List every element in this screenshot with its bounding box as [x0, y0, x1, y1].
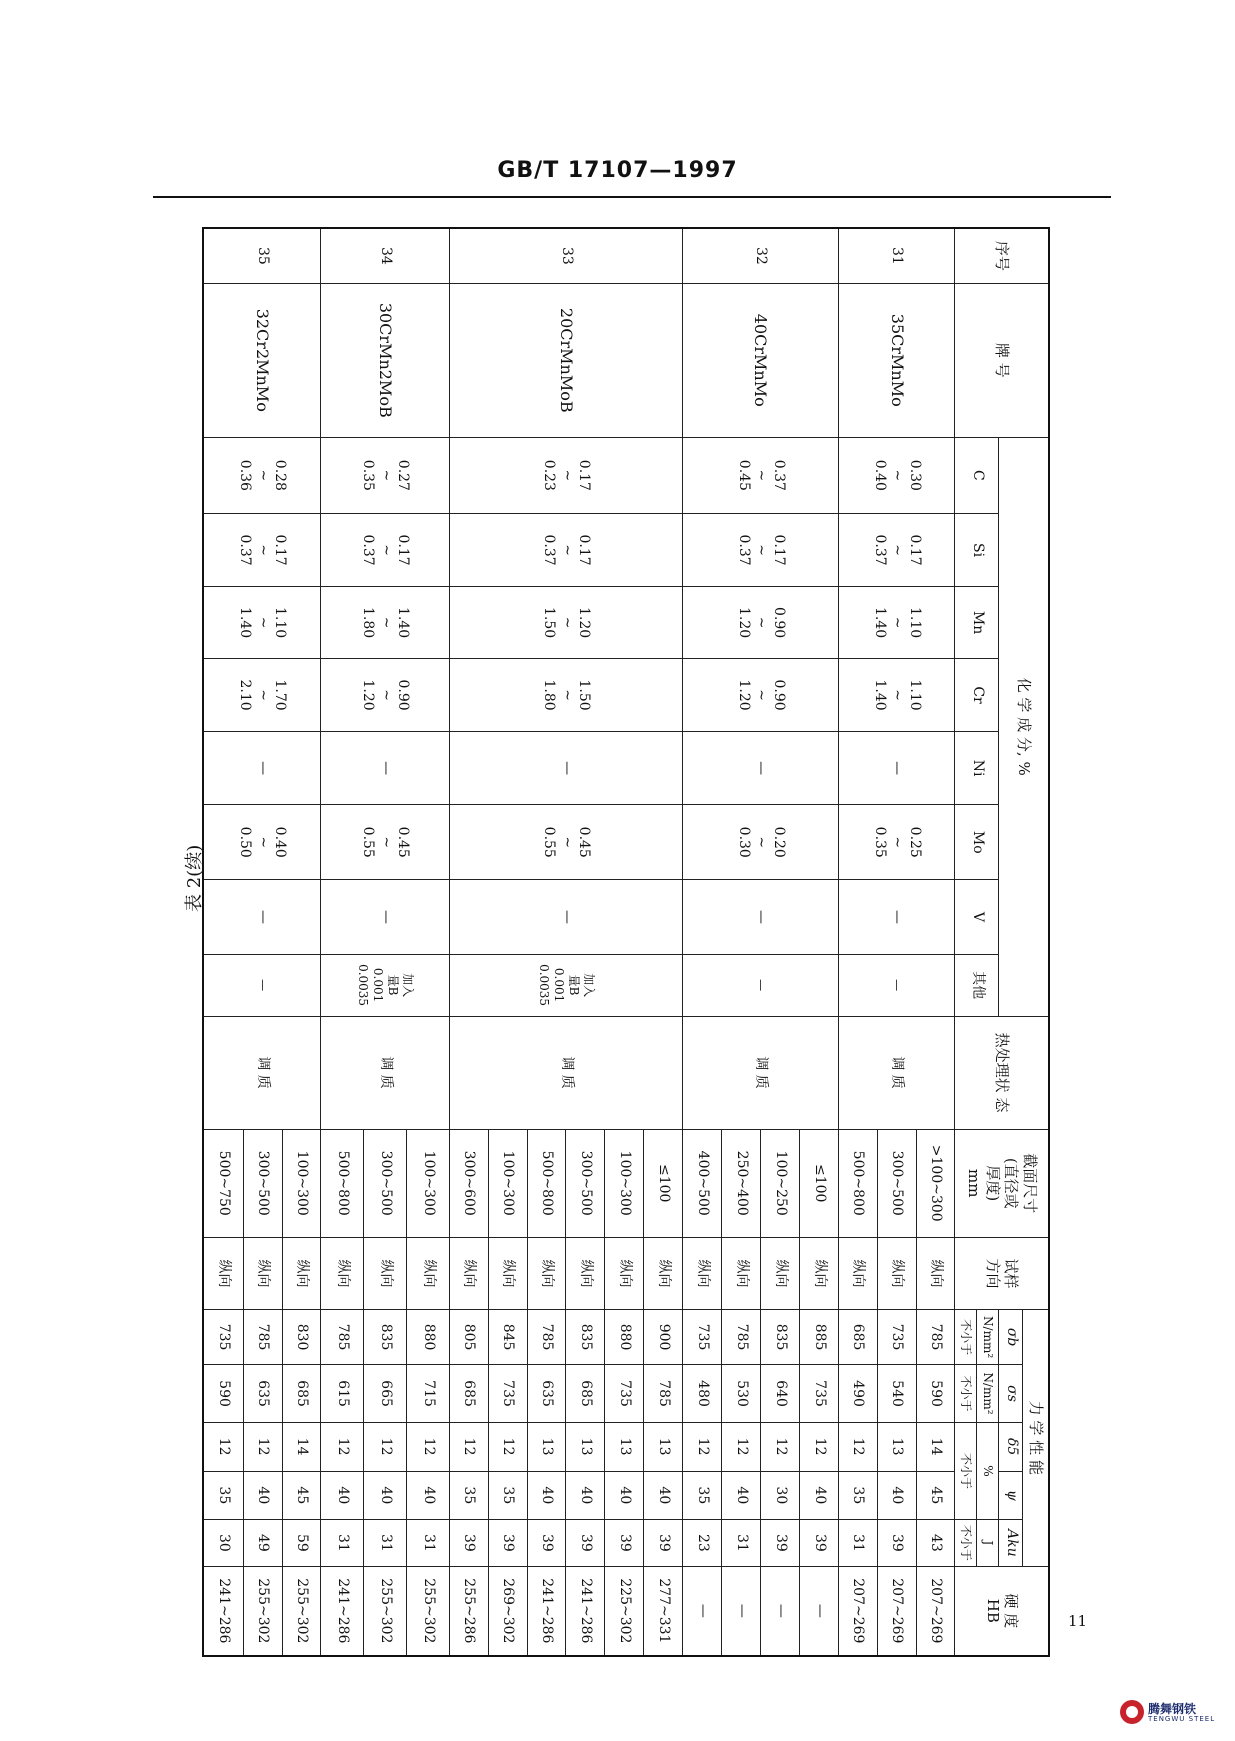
cell-hardness: 255~302	[364, 1566, 407, 1656]
cell-seq: 35	[203, 228, 321, 283]
cell-section-size: 300~600	[449, 1129, 488, 1237]
min-elongation-reduction: 不小于	[955, 1422, 977, 1519]
cell-delta5: 12	[683, 1422, 722, 1471]
cell-direction: 纵向	[722, 1237, 761, 1309]
cell-sigma-s: 665	[364, 1365, 407, 1423]
cell-aku: 39	[449, 1520, 488, 1567]
cell-sigma-s: 785	[644, 1365, 683, 1423]
col-header-seq: 序号	[955, 228, 1049, 283]
cell-sigma-s: 635	[527, 1365, 566, 1423]
cell-sigma-b: 885	[799, 1309, 838, 1364]
cell-delta5: 12	[243, 1422, 282, 1471]
header-rule	[153, 196, 1111, 198]
cell-hardness: —	[760, 1566, 799, 1656]
cell-section-size: 100~300	[282, 1129, 321, 1237]
cell-other: 加入 量B 0.001 0.0035	[449, 954, 682, 1016]
unit-sigma-b: N/mm²	[977, 1309, 999, 1364]
cell-section-size: 500~750	[203, 1129, 243, 1237]
col-header-section-size: 截面尺寸 (直径或 厚度) mm	[955, 1129, 1049, 1237]
table-row	[916, 228, 955, 1656]
cell-sigma-b: 685	[838, 1309, 877, 1364]
cell-section-size: 300~500	[877, 1129, 916, 1237]
cell-sigma-s: 480	[683, 1365, 722, 1423]
cell-delta5: 14	[282, 1422, 321, 1471]
cell-ni: —	[321, 732, 449, 805]
cell-sigma-b: 785	[916, 1309, 955, 1364]
cell-psi: 40	[722, 1471, 761, 1520]
cell-delta5: 12	[722, 1422, 761, 1471]
unit-percent: %	[977, 1422, 999, 1519]
cell-hardness: 241~286	[203, 1566, 243, 1656]
cell-other: —	[683, 954, 839, 1016]
cell-heat-treatment: 调 质	[321, 1016, 449, 1129]
cell-section-size: 300~500	[364, 1129, 407, 1237]
cell-heat-treatment: 调 质	[449, 1016, 682, 1129]
cell-mn: 1.10 ~ 1.40	[838, 587, 955, 659]
cell-c: 0.28 ~ 0.36	[203, 437, 321, 513]
unit-sigma-s: N/mm²	[977, 1365, 999, 1423]
cell-ni: —	[838, 732, 955, 805]
cell-v: —	[683, 880, 839, 954]
cell-sigma-b: 735	[877, 1309, 916, 1364]
cell-aku: 31	[838, 1520, 877, 1567]
cell-si: 0.17 ~ 0.37	[683, 514, 839, 587]
cell-direction: 纵向	[877, 1237, 916, 1309]
cell-mo: 0.25 ~ 0.35	[838, 805, 955, 880]
col-header-v: V	[955, 880, 999, 954]
cell-sigma-b: 835	[760, 1309, 799, 1364]
cell-sigma-b: 835	[566, 1309, 605, 1364]
table-row	[799, 228, 838, 1656]
col-header-other: 其他	[955, 954, 999, 1016]
cell-psi: 30	[760, 1471, 799, 1520]
cell-delta5: 12	[203, 1422, 243, 1471]
cell-psi: 35	[488, 1471, 527, 1520]
cell-hardness: 255~286	[449, 1566, 488, 1656]
cell-v: —	[203, 880, 321, 954]
cell-section-size: 300~500	[243, 1129, 282, 1237]
cell-section-size: 250~400	[722, 1129, 761, 1237]
cell-direction: 纵向	[799, 1237, 838, 1309]
cell-sigma-s: 735	[799, 1365, 838, 1423]
cell-psi: 40	[799, 1471, 838, 1520]
cell-sigma-s: 635	[243, 1365, 282, 1423]
cell-hardness: 225~302	[605, 1566, 644, 1656]
cell-ni: —	[449, 732, 682, 805]
cell-sigma-s: 615	[321, 1365, 364, 1423]
cell-mo: 0.45 ~ 0.55	[321, 805, 449, 880]
cell-direction: 纵向	[406, 1237, 449, 1309]
cell-aku: 43	[916, 1520, 955, 1567]
cell-mn: 1.10 ~ 1.40	[203, 587, 321, 659]
cell-delta5: 13	[527, 1422, 566, 1471]
cell-aku: 39	[760, 1520, 799, 1567]
cell-sigma-b: 845	[488, 1309, 527, 1364]
unit-joule: J	[977, 1520, 999, 1567]
cell-mo: 0.20 ~ 0.30	[683, 805, 839, 880]
cell-cr: 1.70 ~ 2.10	[203, 659, 321, 732]
cell-grade: 30CrMn2MoB	[321, 283, 449, 437]
cell-direction: 纵向	[527, 1237, 566, 1309]
cell-sigma-s: 590	[916, 1365, 955, 1423]
cell-delta5: 13	[605, 1422, 644, 1471]
cell-aku: 39	[488, 1520, 527, 1567]
col-header-mn: Mn	[955, 587, 999, 659]
cell-sigma-b: 880	[406, 1309, 449, 1364]
cell-direction: 纵向	[838, 1237, 877, 1309]
cell-heat-treatment: 调 质	[203, 1016, 321, 1129]
logo-text-cn: 腾舞钢铁	[1148, 1702, 1197, 1716]
cell-cr: 1.10 ~ 1.40	[838, 659, 955, 732]
cell-delta5: 12	[364, 1422, 407, 1471]
cell-sigma-s: 590	[203, 1365, 243, 1423]
cell-sigma-b: 835	[364, 1309, 407, 1364]
cell-direction: 纵向	[644, 1237, 683, 1309]
cell-mn: 1.40 ~ 1.80	[321, 587, 449, 659]
cell-section-size: >100~300	[916, 1129, 955, 1237]
cell-mo: 0.45 ~ 0.55	[449, 805, 682, 880]
cell-direction: 纵向	[683, 1237, 722, 1309]
cell-section-size: 400~500	[683, 1129, 722, 1237]
cell-section-size: 500~800	[321, 1129, 364, 1237]
cell-sigma-b: 830	[282, 1309, 321, 1364]
cell-hardness: 241~286	[566, 1566, 605, 1656]
cell-sigma-s: 640	[760, 1365, 799, 1423]
cell-seq: 31	[838, 228, 955, 283]
cell-si: 0.17 ~ 0.37	[449, 514, 682, 587]
cell-aku: 31	[321, 1520, 364, 1567]
cell-aku: 31	[722, 1520, 761, 1567]
cell-aku: 23	[683, 1520, 722, 1567]
table-caption: 表 2(续)	[184, 844, 205, 912]
cell-si: 0.17 ~ 0.37	[203, 514, 321, 587]
col-header-mechanical: 力 学 性 能	[1023, 1309, 1049, 1566]
cell-direction: 纵向	[321, 1237, 364, 1309]
cell-hardness: 241~286	[527, 1566, 566, 1656]
cell-hardness: 241~286	[321, 1566, 364, 1656]
cell-sigma-s: 685	[282, 1365, 321, 1423]
page-number: 11	[1068, 1612, 1088, 1630]
cell-aku: 31	[364, 1520, 407, 1567]
cell-delta5: 12	[838, 1422, 877, 1471]
rotated-table-container	[202, 227, 1050, 1657]
cell-direction: 纵向	[364, 1237, 407, 1309]
cell-c: 0.17 ~ 0.23	[449, 437, 682, 513]
cell-hardness: 255~302	[406, 1566, 449, 1656]
cell-cr: 1.50 ~ 1.80	[449, 659, 682, 732]
cell-aku: 39	[527, 1520, 566, 1567]
cell-mo: 0.40 ~ 0.50	[203, 805, 321, 880]
logo-mark-icon	[1120, 1700, 1144, 1724]
cell-sigma-s: 540	[877, 1365, 916, 1423]
cell-psi: 40	[364, 1471, 407, 1520]
col-header-si: Si	[955, 514, 999, 587]
cell-hardness: —	[683, 1566, 722, 1656]
cell-ni: —	[683, 732, 839, 805]
cell-section-size: 300~500	[566, 1129, 605, 1237]
col-header-delta5: δ5	[999, 1422, 1023, 1471]
cell-other: —	[838, 954, 955, 1016]
col-header-aku: Aku	[999, 1520, 1023, 1567]
cell-delta5: 14	[916, 1422, 955, 1471]
cell-aku: 39	[566, 1520, 605, 1567]
standard-header: GB/T 17107—1997	[497, 158, 738, 183]
cell-direction: 纵向	[449, 1237, 488, 1309]
cell-sigma-s: 530	[722, 1365, 761, 1423]
cell-delta5: 12	[406, 1422, 449, 1471]
cell-delta5: 13	[644, 1422, 683, 1471]
cell-v: —	[449, 880, 682, 954]
cell-sigma-b: 785	[527, 1309, 566, 1364]
steel-spec-table	[202, 227, 1050, 1657]
cell-sigma-s: 715	[406, 1365, 449, 1423]
cell-aku: 39	[877, 1520, 916, 1567]
col-header-chemical: 化 学 成 分, %	[999, 437, 1049, 1016]
cell-delta5: 12	[321, 1422, 364, 1471]
cell-aku: 31	[406, 1520, 449, 1567]
cell-psi: 45	[916, 1471, 955, 1520]
col-header-specimen-direction: 试样 方向	[955, 1237, 1049, 1309]
cell-c: 0.27 ~ 0.35	[321, 437, 449, 513]
cell-ni: —	[203, 732, 321, 805]
cell-direction: 纵向	[243, 1237, 282, 1309]
cell-hardness: 269~302	[488, 1566, 527, 1656]
cell-direction: 纵向	[916, 1237, 955, 1309]
cell-psi: 35	[203, 1471, 243, 1520]
cell-aku: 39	[799, 1520, 838, 1567]
cell-sigma-b: 785	[243, 1309, 282, 1364]
cell-v: —	[321, 880, 449, 954]
min-sigma-b: 不小于	[955, 1309, 977, 1364]
cell-hardness: 207~269	[838, 1566, 877, 1656]
cell-aku: 30	[203, 1520, 243, 1567]
cell-psi: 40	[243, 1471, 282, 1520]
cell-psi: 35	[838, 1471, 877, 1520]
cell-other: 加入 量B 0.001 0.0035	[321, 954, 449, 1016]
cell-aku: 49	[243, 1520, 282, 1567]
cell-direction: 纵向	[282, 1237, 321, 1309]
cell-hardness: —	[799, 1566, 838, 1656]
cell-seq: 34	[321, 228, 449, 283]
cell-hardness: 207~269	[916, 1566, 955, 1656]
cell-mn: 1.20 ~ 1.50	[449, 587, 682, 659]
cell-psi: 40	[321, 1471, 364, 1520]
cell-grade: 20CrMnMoB	[449, 283, 682, 437]
cell-direction: 纵向	[488, 1237, 527, 1309]
cell-sigma-s: 735	[605, 1365, 644, 1423]
cell-sigma-b: 735	[203, 1309, 243, 1364]
col-header-grade: 牌 号	[955, 283, 1049, 437]
cell-section-size: ≤100	[799, 1129, 838, 1237]
cell-seq: 32	[683, 228, 839, 283]
cell-hardness: 277~331	[644, 1566, 683, 1656]
cell-sigma-b: 785	[722, 1309, 761, 1364]
col-header-cr: Cr	[955, 659, 999, 732]
cell-cr: 0.90 ~ 1.20	[321, 659, 449, 732]
cell-seq: 33	[449, 228, 682, 283]
cell-hardness: —	[722, 1566, 761, 1656]
cell-heat-treatment: 调 质	[683, 1016, 839, 1129]
cell-hardness: 207~269	[877, 1566, 916, 1656]
cell-grade: 32Cr2MnMo	[203, 283, 321, 437]
cell-delta5: 13	[877, 1422, 916, 1471]
cell-psi: 40	[644, 1471, 683, 1520]
cell-si: 0.17 ~ 0.37	[321, 514, 449, 587]
cell-v: —	[838, 880, 955, 954]
cell-other: —	[203, 954, 321, 1016]
cell-sigma-b: 735	[683, 1309, 722, 1364]
col-header-hardness: 硬 度 HB	[955, 1566, 1049, 1656]
cell-psi: 40	[406, 1471, 449, 1520]
cell-c: 0.30 ~ 0.40	[838, 437, 955, 513]
cell-direction: 纵向	[566, 1237, 605, 1309]
cell-delta5: 12	[449, 1422, 488, 1471]
cell-direction: 纵向	[605, 1237, 644, 1309]
cell-direction: 纵向	[203, 1237, 243, 1309]
cell-psi: 35	[449, 1471, 488, 1520]
cell-aku: 59	[282, 1520, 321, 1567]
table-row	[406, 228, 449, 1656]
cell-sigma-b: 900	[644, 1309, 683, 1364]
cell-psi: 40	[527, 1471, 566, 1520]
cell-section-size: 100~300	[605, 1129, 644, 1237]
cell-sigma-b: 805	[449, 1309, 488, 1364]
cell-aku: 39	[644, 1520, 683, 1567]
col-header-sigma-b: σb	[999, 1309, 1023, 1364]
min-sigma-s: 不小于	[955, 1365, 977, 1423]
cell-sigma-b: 880	[605, 1309, 644, 1364]
cell-section-size: 100~300	[488, 1129, 527, 1237]
col-header-ni: Ni	[955, 732, 999, 805]
cell-section-size: 500~800	[527, 1129, 566, 1237]
table-row	[644, 228, 683, 1656]
cell-c: 0.37 ~ 0.45	[683, 437, 839, 513]
cell-psi: 40	[566, 1471, 605, 1520]
col-header-mo: Mo	[955, 805, 999, 880]
cell-section-size: 100~250	[760, 1129, 799, 1237]
cell-heat-treatment: 调 质	[838, 1016, 955, 1129]
cell-psi: 40	[605, 1471, 644, 1520]
cell-hardness: 255~302	[243, 1566, 282, 1656]
cell-sigma-s: 685	[566, 1365, 605, 1423]
col-header-sigma-s: σs	[999, 1365, 1023, 1423]
table-row	[282, 228, 321, 1656]
cell-section-size: 500~800	[838, 1129, 877, 1237]
cell-sigma-s: 490	[838, 1365, 877, 1423]
tengwu-steel-logo	[1120, 1698, 1232, 1730]
cell-delta5: 12	[799, 1422, 838, 1471]
cell-mn: 0.90 ~ 1.20	[683, 587, 839, 659]
min-aku: 不小于	[955, 1520, 977, 1567]
cell-hardness: 255~302	[282, 1566, 321, 1656]
cell-psi: 40	[877, 1471, 916, 1520]
cell-psi: 35	[683, 1471, 722, 1520]
cell-direction: 纵向	[760, 1237, 799, 1309]
logo-text-en: TENGWU STEEL	[1148, 1715, 1216, 1723]
cell-cr: 0.90 ~ 1.20	[683, 659, 839, 732]
cell-grade: 35CrMnMo	[838, 283, 955, 437]
cell-aku: 39	[605, 1520, 644, 1567]
cell-section-size: 100~300	[406, 1129, 449, 1237]
cell-grade: 40CrMnMo	[683, 283, 839, 437]
cell-sigma-s: 735	[488, 1365, 527, 1423]
col-header-psi: ψ	[999, 1471, 1023, 1520]
cell-sigma-b: 785	[321, 1309, 364, 1364]
cell-si: 0.17 ~ 0.37	[838, 514, 955, 587]
cell-sigma-s: 685	[449, 1365, 488, 1423]
col-header-c: C	[955, 437, 999, 513]
col-header-heat-treatment: 热处理状 态	[955, 1016, 1049, 1129]
cell-delta5: 13	[566, 1422, 605, 1471]
cell-psi: 45	[282, 1471, 321, 1520]
cell-delta5: 12	[488, 1422, 527, 1471]
cell-delta5: 12	[760, 1422, 799, 1471]
cell-section-size: ≤100	[644, 1129, 683, 1237]
